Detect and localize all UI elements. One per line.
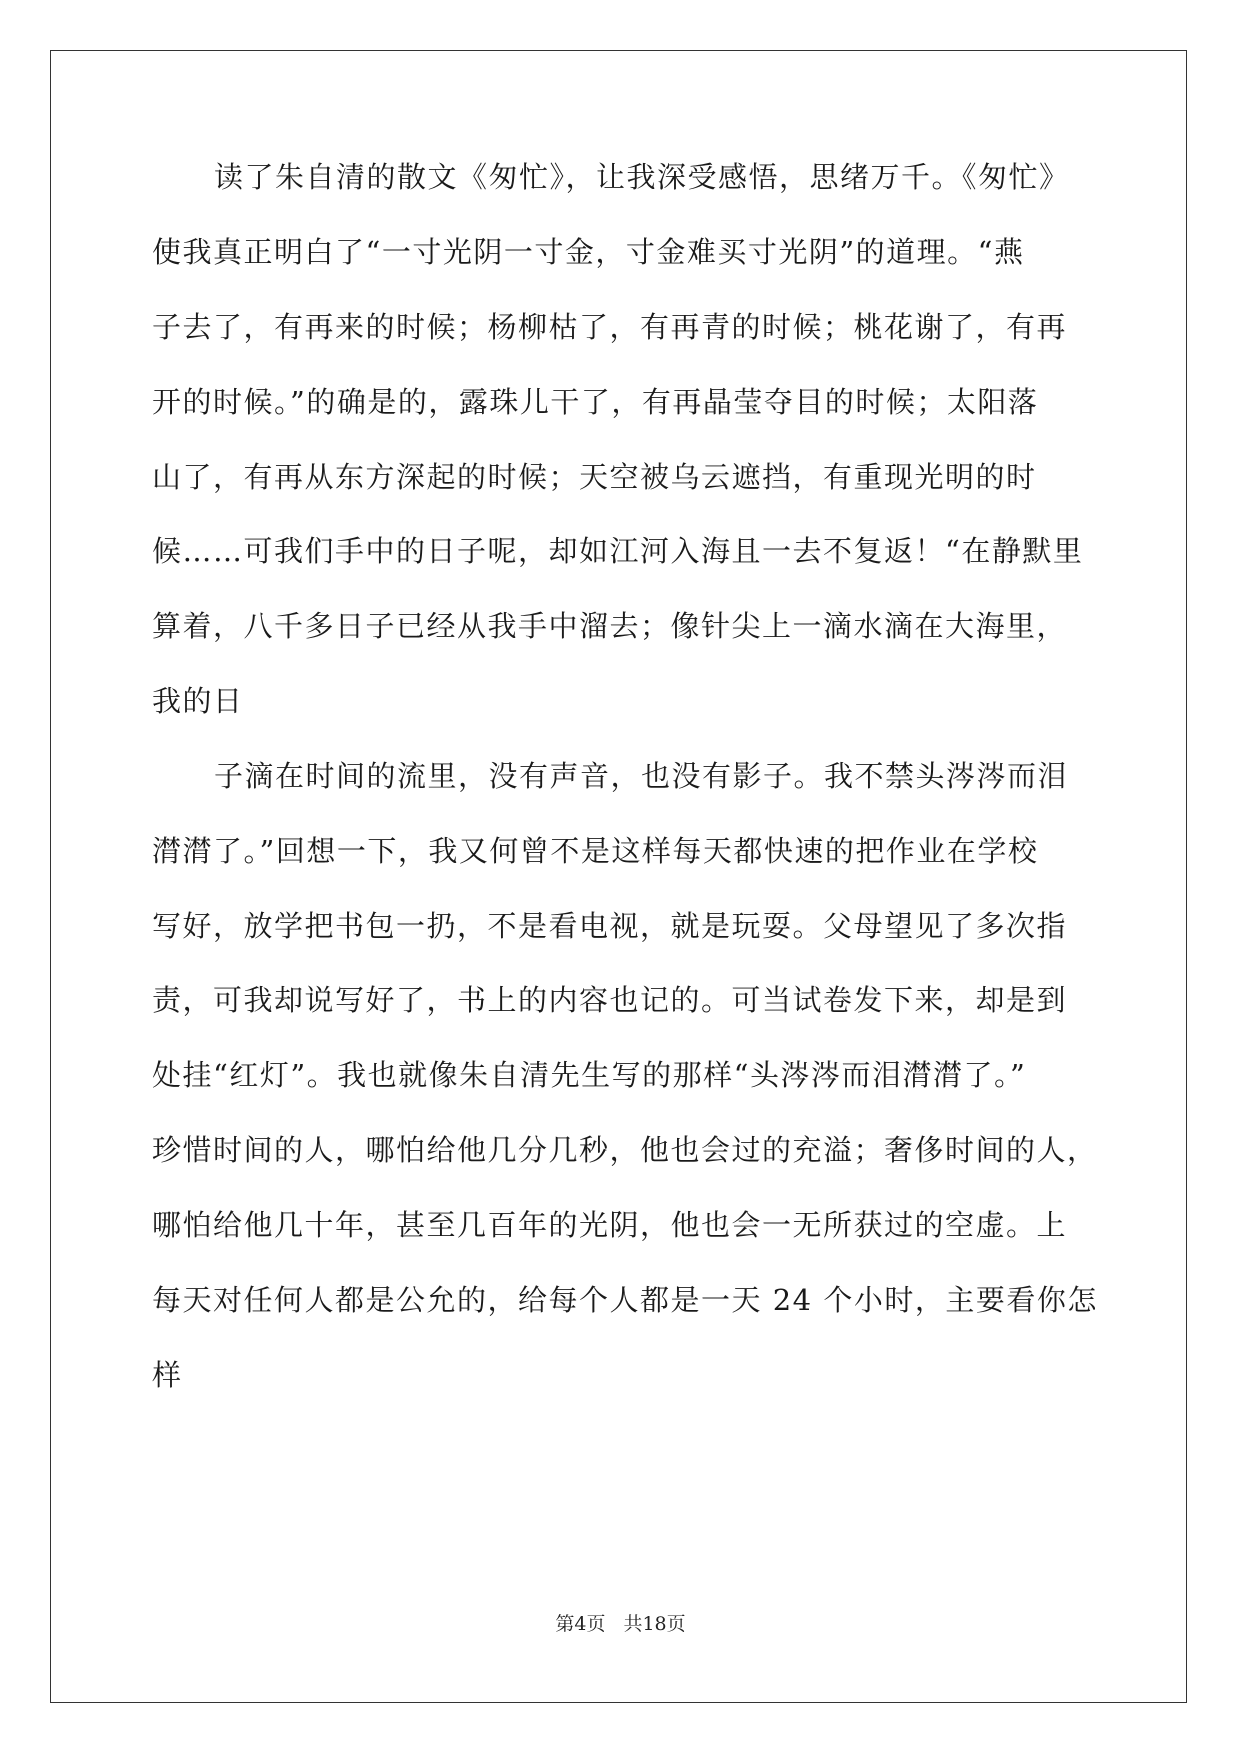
page-number: 第4页 — [555, 1613, 606, 1635]
text-line: 责，可我却说写好了，书上的内容也记的。可当试卷发下来，却是到 — [152, 983, 1068, 1017]
page-border — [50, 50, 1187, 1703]
text-line: 候……可我们手中的日子呢，却如江河入海且一去不复返！“在静默里 — [152, 534, 1084, 568]
text-line: 使我真正明白了“一寸光阴一寸金，寸金难买寸光阴”的道理。“燕 — [152, 235, 1025, 269]
page-footer — [0, 1612, 1241, 1636]
text-line: 山了，有再从东方深起的时候；天空被乌云遮挡，有重现光明的时 — [152, 460, 1037, 494]
text-line: 处挂“红灯”。我也就像朱自清先生写的那样“头涔涔而泪潸潸了。” — [152, 1058, 1027, 1092]
text-line: 子去了，有再来的时候；杨柳枯了，有再青的时候；桃花谢了，有再 — [152, 310, 1068, 344]
text-line: 哪怕给他几十年，甚至几百年的光阴，他也会一无所获过的空虚。上 — [152, 1208, 1068, 1242]
text-line: 样 — [152, 1358, 183, 1392]
text-line: 算着，八千多日子已经从我手中溜去；像针尖上一滴水滴在大海里， — [152, 609, 1068, 643]
text-line: 我的日 — [152, 684, 244, 718]
text-line: 每天对任何人都是公允的，给每个人都是一天 24 个小时，主要看你怎 — [152, 1283, 1098, 1317]
text-line: 子滴在时间的流里，没有声音，也没有影子。我不禁头涔涔而泪 — [214, 759, 1069, 793]
page-total: 共18页 — [623, 1613, 686, 1635]
text-line: 潸潸了。”回想一下，我又何曾不是这样每天都快速的把作业在学校 — [152, 834, 1039, 868]
text-line: 读了朱自清的散文《匆忙》，让我深受感悟，思绪万千。《匆忙》 — [214, 160, 1070, 194]
text-line: 写好，放学把书包一扔，不是看电视，就是玩耍。父母望见了多次指 — [152, 909, 1068, 943]
text-line: 珍惜时间的人，哪怕给他几分几秒，他也会过的充溢；奢侈时间的人， — [152, 1133, 1098, 1167]
text-line: 开的时候。”的确是的，露珠儿干了，有再晶莹夺目的时候；太阳落 — [152, 385, 1039, 419]
